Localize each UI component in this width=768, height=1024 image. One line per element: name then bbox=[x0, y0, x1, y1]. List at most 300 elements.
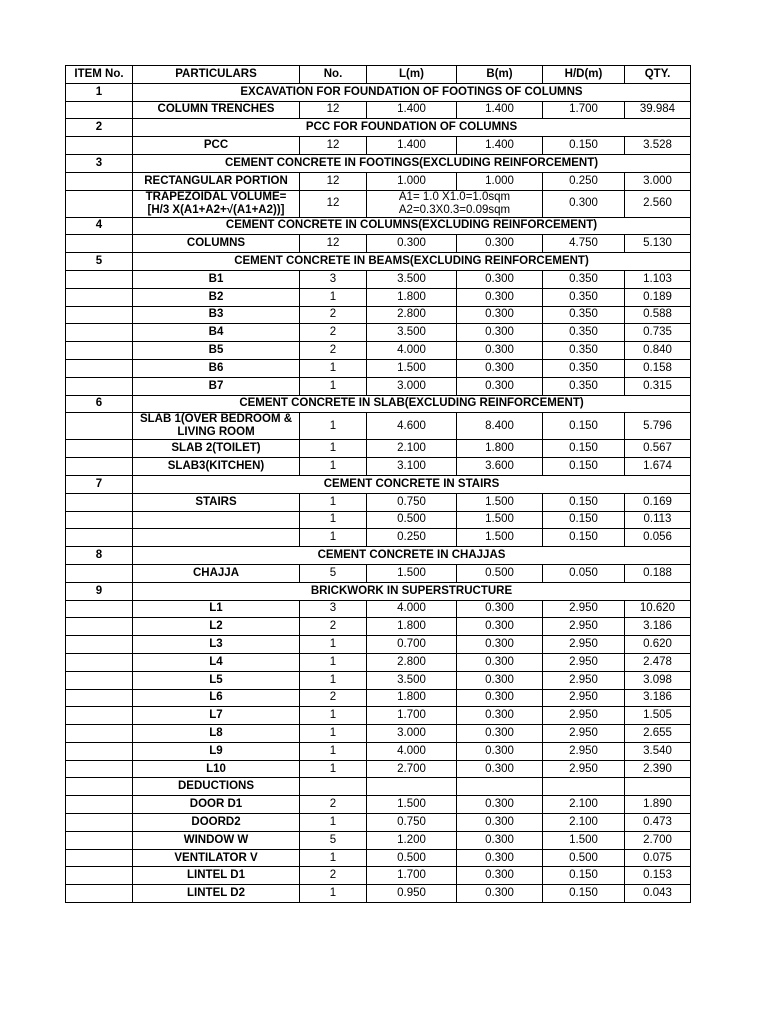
item-number-empty bbox=[66, 653, 133, 671]
item-number: 2 bbox=[66, 119, 133, 137]
length-cell: 3.500 bbox=[367, 671, 457, 689]
table-row bbox=[66, 867, 691, 885]
table-row bbox=[66, 831, 691, 849]
table-row bbox=[66, 377, 691, 395]
particulars-cell: LINTEL D1 bbox=[133, 867, 300, 885]
number-cell: 5 bbox=[300, 564, 367, 582]
length-cell: 2.100 bbox=[367, 440, 457, 458]
item-number-empty bbox=[66, 235, 133, 253]
quantity-cell: 2.560 bbox=[625, 190, 691, 217]
quantity-cell: 0.315 bbox=[625, 377, 691, 395]
length-cell: 2.700 bbox=[367, 760, 457, 778]
particulars-cell: RECTANGULAR PORTION bbox=[133, 172, 300, 190]
particulars-cell: WINDOW W bbox=[133, 831, 300, 849]
quantity-cell: 1.505 bbox=[625, 707, 691, 725]
item-number: 3 bbox=[66, 154, 133, 172]
particulars-cell: L9 bbox=[133, 742, 300, 760]
item-number-empty bbox=[66, 636, 133, 654]
number-cell: 2 bbox=[300, 618, 367, 636]
item-number-empty bbox=[66, 440, 133, 458]
number-cell bbox=[300, 778, 367, 796]
table-row bbox=[66, 760, 691, 778]
height-cell: 0.350 bbox=[543, 288, 625, 306]
particulars-cell: L1 bbox=[133, 600, 300, 618]
number-cell: 1 bbox=[300, 377, 367, 395]
particulars-cell: VENTILATOR V bbox=[133, 849, 300, 867]
height-cell: 0.150 bbox=[543, 413, 625, 440]
section-row bbox=[66, 154, 691, 172]
item-number-empty bbox=[66, 101, 133, 119]
breadth-cell: 1.000 bbox=[457, 172, 543, 190]
length-cell: 1.400 bbox=[367, 137, 457, 155]
particulars-cell: B3 bbox=[133, 306, 300, 324]
height-cell: 0.250 bbox=[543, 172, 625, 190]
number-cell: 1 bbox=[300, 742, 367, 760]
length-cell: 3.100 bbox=[367, 458, 457, 476]
height-cell bbox=[543, 778, 625, 796]
breadth-cell: 0.300 bbox=[457, 235, 543, 253]
height-cell: 2.950 bbox=[543, 725, 625, 743]
breadth-cell bbox=[457, 778, 543, 796]
item-number-empty bbox=[66, 342, 133, 360]
length-cell: 4.600 bbox=[367, 413, 457, 440]
quantity-cell: 0.620 bbox=[625, 636, 691, 654]
quantity-cell: 0.153 bbox=[625, 867, 691, 885]
table-row bbox=[66, 618, 691, 636]
quantity-cell: 0.189 bbox=[625, 288, 691, 306]
header-breadth: B(m) bbox=[457, 66, 543, 84]
particulars-cell: DOOR D1 bbox=[133, 796, 300, 814]
breadth-cell: 0.300 bbox=[457, 342, 543, 360]
breadth-cell: 0.300 bbox=[457, 324, 543, 342]
particulars-cell: PCC bbox=[133, 137, 300, 155]
item-number: 6 bbox=[66, 395, 133, 413]
item-number: 7 bbox=[66, 475, 133, 493]
table-row bbox=[66, 511, 691, 529]
table-row bbox=[66, 600, 691, 618]
table-row bbox=[66, 671, 691, 689]
particulars-cell: L8 bbox=[133, 725, 300, 743]
number-cell: 3 bbox=[300, 270, 367, 288]
particulars-line: SLAB 1(OVER BEDROOM & bbox=[139, 413, 293, 426]
breadth-cell: 1.800 bbox=[457, 440, 543, 458]
section-title: CEMENT CONCRETE IN STAIRS bbox=[133, 475, 691, 493]
height-cell: 0.150 bbox=[543, 885, 625, 903]
number-cell: 1 bbox=[300, 413, 367, 440]
breadth-cell: 1.400 bbox=[457, 137, 543, 155]
section-title: CEMENT CONCRETE IN CHAJJAS bbox=[133, 547, 691, 565]
particulars-cell: L7 bbox=[133, 707, 300, 725]
number-cell: 2 bbox=[300, 324, 367, 342]
height-cell: 0.350 bbox=[543, 270, 625, 288]
item-number-empty bbox=[66, 493, 133, 511]
estimate-table bbox=[65, 65, 691, 903]
table-row bbox=[66, 849, 691, 867]
number-cell: 1 bbox=[300, 814, 367, 832]
number-cell: 12 bbox=[300, 101, 367, 119]
particulars-cell: L6 bbox=[133, 689, 300, 707]
particulars-cell: L3 bbox=[133, 636, 300, 654]
height-cell: 1.700 bbox=[543, 101, 625, 119]
length-cell: 1.200 bbox=[367, 831, 457, 849]
table-row bbox=[66, 796, 691, 814]
particulars-cell: LINTEL D2 bbox=[133, 885, 300, 903]
height-cell: 2.950 bbox=[543, 600, 625, 618]
quantity-cell: 0.588 bbox=[625, 306, 691, 324]
height-cell: 2.950 bbox=[543, 636, 625, 654]
height-cell: 0.350 bbox=[543, 377, 625, 395]
quantity-cell: 0.056 bbox=[625, 529, 691, 547]
number-cell: 1 bbox=[300, 458, 367, 476]
quantity-cell: 10.620 bbox=[625, 600, 691, 618]
length-cell: 1.400 bbox=[367, 101, 457, 119]
particulars-line: TRAPEZOIDAL VOLUME= bbox=[145, 190, 287, 203]
table-row bbox=[66, 529, 691, 547]
item-number-empty bbox=[66, 885, 133, 903]
length-cell: 0.950 bbox=[367, 885, 457, 903]
breadth-cell: 0.300 bbox=[457, 867, 543, 885]
length-cell: 1.800 bbox=[367, 288, 457, 306]
particulars-cell: L2 bbox=[133, 618, 300, 636]
quantity-cell: 3.186 bbox=[625, 618, 691, 636]
breadth-cell: 0.300 bbox=[457, 725, 543, 743]
item-number-empty bbox=[66, 600, 133, 618]
length-cell: 0.250 bbox=[367, 529, 457, 547]
particulars-cell bbox=[133, 529, 300, 547]
section-row bbox=[66, 83, 691, 101]
item-number-empty bbox=[66, 377, 133, 395]
item-number: 1 bbox=[66, 83, 133, 101]
particulars-cell: DEDUCTIONS bbox=[133, 778, 300, 796]
item-number-empty bbox=[66, 671, 133, 689]
quantity-cell: 3.186 bbox=[625, 689, 691, 707]
particulars-cell: COLUMN TRENCHES bbox=[133, 101, 300, 119]
quantity-cell: 3.540 bbox=[625, 742, 691, 760]
item-number-empty bbox=[66, 707, 133, 725]
table-row bbox=[66, 725, 691, 743]
height-cell: 2.100 bbox=[543, 796, 625, 814]
number-cell: 12 bbox=[300, 190, 367, 217]
section-title: PCC FOR FOUNDATION OF COLUMNS bbox=[133, 119, 691, 137]
area-line: A2=0.3X0.3=0.09sqm bbox=[398, 203, 511, 216]
breadth-cell: 0.300 bbox=[457, 600, 543, 618]
breadth-cell: 1.500 bbox=[457, 493, 543, 511]
length-cell: 1.700 bbox=[367, 707, 457, 725]
breadth-cell: 0.300 bbox=[457, 288, 543, 306]
table-row bbox=[66, 707, 691, 725]
number-cell: 2 bbox=[300, 689, 367, 707]
section-title: CEMENT CONCRETE IN SLAB(EXCLUDING REINFORCEMENT) bbox=[133, 395, 691, 413]
breadth-cell: 0.300 bbox=[457, 796, 543, 814]
number-cell: 12 bbox=[300, 235, 367, 253]
particulars-cell: L10 bbox=[133, 760, 300, 778]
breadth-cell: 1.500 bbox=[457, 529, 543, 547]
area-cell bbox=[367, 190, 543, 217]
particulars-cell: COLUMNS bbox=[133, 235, 300, 253]
item-number-empty bbox=[66, 529, 133, 547]
table-row bbox=[66, 235, 691, 253]
item-number-empty bbox=[66, 760, 133, 778]
item-number: 5 bbox=[66, 253, 133, 271]
table-row bbox=[66, 190, 691, 217]
breadth-cell: 0.300 bbox=[457, 359, 543, 377]
header-length: L(m) bbox=[367, 66, 457, 84]
length-cell: 3.000 bbox=[367, 725, 457, 743]
section-row bbox=[66, 253, 691, 271]
number-cell: 1 bbox=[300, 440, 367, 458]
particulars-cell bbox=[133, 413, 300, 440]
height-cell: 2.100 bbox=[543, 814, 625, 832]
particulars-cell: B1 bbox=[133, 270, 300, 288]
table-row bbox=[66, 778, 691, 796]
particulars-cell: L5 bbox=[133, 671, 300, 689]
item-number-empty bbox=[66, 725, 133, 743]
breadth-cell: 3.600 bbox=[457, 458, 543, 476]
length-cell: 1.800 bbox=[367, 689, 457, 707]
table-row bbox=[66, 814, 691, 832]
table-row bbox=[66, 493, 691, 511]
item-number-empty bbox=[66, 270, 133, 288]
header-row bbox=[66, 66, 691, 84]
breadth-cell: 1.400 bbox=[457, 101, 543, 119]
quantity-cell: 3.000 bbox=[625, 172, 691, 190]
quantity-cell: 0.840 bbox=[625, 342, 691, 360]
quantity-cell: 2.478 bbox=[625, 653, 691, 671]
quantity-cell: 5.130 bbox=[625, 235, 691, 253]
breadth-cell: 0.500 bbox=[457, 564, 543, 582]
particulars-line: LIVING ROOM bbox=[177, 426, 255, 439]
item-number-empty bbox=[66, 778, 133, 796]
section-row bbox=[66, 395, 691, 413]
number-cell: 2 bbox=[300, 306, 367, 324]
height-cell: 2.950 bbox=[543, 760, 625, 778]
length-cell: 1.500 bbox=[367, 564, 457, 582]
item-number-empty bbox=[66, 359, 133, 377]
quantity-cell: 39.984 bbox=[625, 101, 691, 119]
section-title: CEMENT CONCRETE IN FOOTINGS(EXCLUDING REINFORCEMENT) bbox=[133, 154, 691, 172]
item-number-empty bbox=[66, 867, 133, 885]
particulars-cell: B6 bbox=[133, 359, 300, 377]
number-cell: 2 bbox=[300, 342, 367, 360]
table-row bbox=[66, 458, 691, 476]
particulars-cell bbox=[133, 511, 300, 529]
length-cell: 4.000 bbox=[367, 342, 457, 360]
table-row bbox=[66, 137, 691, 155]
breadth-cell: 0.300 bbox=[457, 689, 543, 707]
table-row bbox=[66, 653, 691, 671]
number-cell: 3 bbox=[300, 600, 367, 618]
number-cell: 1 bbox=[300, 493, 367, 511]
height-cell: 2.950 bbox=[543, 653, 625, 671]
section-title: BRICKWORK IN SUPERSTRUCTURE bbox=[133, 582, 691, 600]
item-number-empty bbox=[66, 190, 133, 217]
length-cell: 3.000 bbox=[367, 377, 457, 395]
item-number: 8 bbox=[66, 547, 133, 565]
breadth-cell: 0.300 bbox=[457, 636, 543, 654]
particulars-cell: L4 bbox=[133, 653, 300, 671]
header-item-no: ITEM No. bbox=[66, 66, 133, 84]
number-cell: 5 bbox=[300, 831, 367, 849]
number-cell: 1 bbox=[300, 671, 367, 689]
number-cell: 1 bbox=[300, 653, 367, 671]
item-number-empty bbox=[66, 288, 133, 306]
table-row bbox=[66, 564, 691, 582]
quantity-cell: 3.098 bbox=[625, 671, 691, 689]
length-cell: 0.500 bbox=[367, 511, 457, 529]
particulars-cell: B2 bbox=[133, 288, 300, 306]
item-number-empty bbox=[66, 458, 133, 476]
quantity-cell: 2.655 bbox=[625, 725, 691, 743]
item-number: 4 bbox=[66, 217, 133, 235]
height-cell: 0.500 bbox=[543, 849, 625, 867]
quantity-cell: 0.188 bbox=[625, 564, 691, 582]
item-number-empty bbox=[66, 324, 133, 342]
height-cell: 1.500 bbox=[543, 831, 625, 849]
quantity-cell: 0.043 bbox=[625, 885, 691, 903]
quantity-cell: 3.528 bbox=[625, 137, 691, 155]
length-cell: 4.000 bbox=[367, 600, 457, 618]
height-cell: 0.350 bbox=[543, 324, 625, 342]
quantity-cell: 0.075 bbox=[625, 849, 691, 867]
header-quantity: QTY. bbox=[625, 66, 691, 84]
length-cell: 3.500 bbox=[367, 270, 457, 288]
length-cell: 0.300 bbox=[367, 235, 457, 253]
height-cell: 0.150 bbox=[543, 493, 625, 511]
table-row bbox=[66, 342, 691, 360]
number-cell: 12 bbox=[300, 137, 367, 155]
particulars-cell: DOORD2 bbox=[133, 814, 300, 832]
height-cell: 0.350 bbox=[543, 306, 625, 324]
quantity-cell: 0.735 bbox=[625, 324, 691, 342]
height-cell: 0.150 bbox=[543, 458, 625, 476]
length-cell: 1.800 bbox=[367, 618, 457, 636]
breadth-cell: 0.300 bbox=[457, 618, 543, 636]
length-cell: 0.750 bbox=[367, 493, 457, 511]
quantity-cell: 0.169 bbox=[625, 493, 691, 511]
length-cell bbox=[367, 778, 457, 796]
number-cell: 1 bbox=[300, 849, 367, 867]
breadth-cell: 8.400 bbox=[457, 413, 543, 440]
item-number-empty bbox=[66, 814, 133, 832]
height-cell: 2.950 bbox=[543, 671, 625, 689]
breadth-cell: 0.300 bbox=[457, 885, 543, 903]
height-cell: 0.150 bbox=[543, 137, 625, 155]
area-line: A1= 1.0 X1.0=1.0sqm bbox=[398, 190, 511, 203]
breadth-cell: 0.300 bbox=[457, 760, 543, 778]
section-row bbox=[66, 582, 691, 600]
table-row bbox=[66, 413, 691, 440]
particulars-cell: B7 bbox=[133, 377, 300, 395]
breadth-cell: 0.300 bbox=[457, 377, 543, 395]
quantity-cell: 1.103 bbox=[625, 270, 691, 288]
quantity-cell: 1.674 bbox=[625, 458, 691, 476]
number-cell: 2 bbox=[300, 796, 367, 814]
height-cell: 2.950 bbox=[543, 618, 625, 636]
header-height-depth: H/D(m) bbox=[543, 66, 625, 84]
height-cell: 4.750 bbox=[543, 235, 625, 253]
table-row bbox=[66, 306, 691, 324]
particulars-cell: STAIRS bbox=[133, 493, 300, 511]
breadth-cell: 0.300 bbox=[457, 671, 543, 689]
particulars-line: [H/3 X(A1+A2+√(A1+A2))] bbox=[147, 203, 285, 216]
breadth-cell: 0.300 bbox=[457, 653, 543, 671]
particulars-cell: SLAB 2(TOILET) bbox=[133, 440, 300, 458]
number-cell: 1 bbox=[300, 288, 367, 306]
quantity-cell: 0.158 bbox=[625, 359, 691, 377]
table-row bbox=[66, 885, 691, 903]
breadth-cell: 0.300 bbox=[457, 831, 543, 849]
breadth-cell: 0.300 bbox=[457, 742, 543, 760]
number-cell: 1 bbox=[300, 885, 367, 903]
section-title: EXCAVATION FOR FOUNDATION OF FOOTINGS OF COLUMNS bbox=[133, 83, 691, 101]
number-cell: 2 bbox=[300, 867, 367, 885]
table-row bbox=[66, 440, 691, 458]
breadth-cell: 0.300 bbox=[457, 707, 543, 725]
length-cell: 2.800 bbox=[367, 653, 457, 671]
height-cell: 0.050 bbox=[543, 564, 625, 582]
particulars-cell: B5 bbox=[133, 342, 300, 360]
item-number-empty bbox=[66, 564, 133, 582]
table-row bbox=[66, 172, 691, 190]
height-cell: 0.150 bbox=[543, 440, 625, 458]
item-number-empty bbox=[66, 413, 133, 440]
length-cell: 4.000 bbox=[367, 742, 457, 760]
section-row bbox=[66, 119, 691, 137]
table-row bbox=[66, 689, 691, 707]
quantity-cell bbox=[625, 778, 691, 796]
particulars-cell: SLAB3(KITCHEN) bbox=[133, 458, 300, 476]
section-title: CEMENT CONCRETE IN COLUMNS(EXCLUDING REINFORCEMENT) bbox=[133, 217, 691, 235]
item-number-empty bbox=[66, 742, 133, 760]
section-title: CEMENT CONCRETE IN BEAMS(EXCLUDING REINFORCEMENT) bbox=[133, 253, 691, 271]
breadth-cell: 0.300 bbox=[457, 849, 543, 867]
table-row bbox=[66, 101, 691, 119]
length-cell: 1.500 bbox=[367, 359, 457, 377]
number-cell: 1 bbox=[300, 636, 367, 654]
particulars-cell: B4 bbox=[133, 324, 300, 342]
table-row bbox=[66, 288, 691, 306]
quantity-cell: 0.113 bbox=[625, 511, 691, 529]
table-row bbox=[66, 359, 691, 377]
quantity-cell: 0.567 bbox=[625, 440, 691, 458]
breadth-cell: 0.300 bbox=[457, 270, 543, 288]
section-row bbox=[66, 547, 691, 565]
height-cell: 0.350 bbox=[543, 342, 625, 360]
number-cell: 1 bbox=[300, 529, 367, 547]
quantity-cell: 0.473 bbox=[625, 814, 691, 832]
height-cell: 0.300 bbox=[543, 190, 625, 217]
quantity-cell: 5.796 bbox=[625, 413, 691, 440]
particulars-cell bbox=[133, 190, 300, 217]
length-cell: 3.500 bbox=[367, 324, 457, 342]
height-cell: 0.350 bbox=[543, 359, 625, 377]
header-particulars: PARTICULARS bbox=[133, 66, 300, 84]
table-row bbox=[66, 270, 691, 288]
height-cell: 0.150 bbox=[543, 511, 625, 529]
item-number-empty bbox=[66, 306, 133, 324]
number-cell: 1 bbox=[300, 359, 367, 377]
quantity-cell: 2.700 bbox=[625, 831, 691, 849]
length-cell: 0.700 bbox=[367, 636, 457, 654]
number-cell: 1 bbox=[300, 760, 367, 778]
item-number-empty bbox=[66, 137, 133, 155]
height-cell: 2.950 bbox=[543, 689, 625, 707]
length-cell: 0.750 bbox=[367, 814, 457, 832]
length-cell: 1.000 bbox=[367, 172, 457, 190]
length-cell: 0.500 bbox=[367, 849, 457, 867]
section-row bbox=[66, 217, 691, 235]
header-number: No. bbox=[300, 66, 367, 84]
